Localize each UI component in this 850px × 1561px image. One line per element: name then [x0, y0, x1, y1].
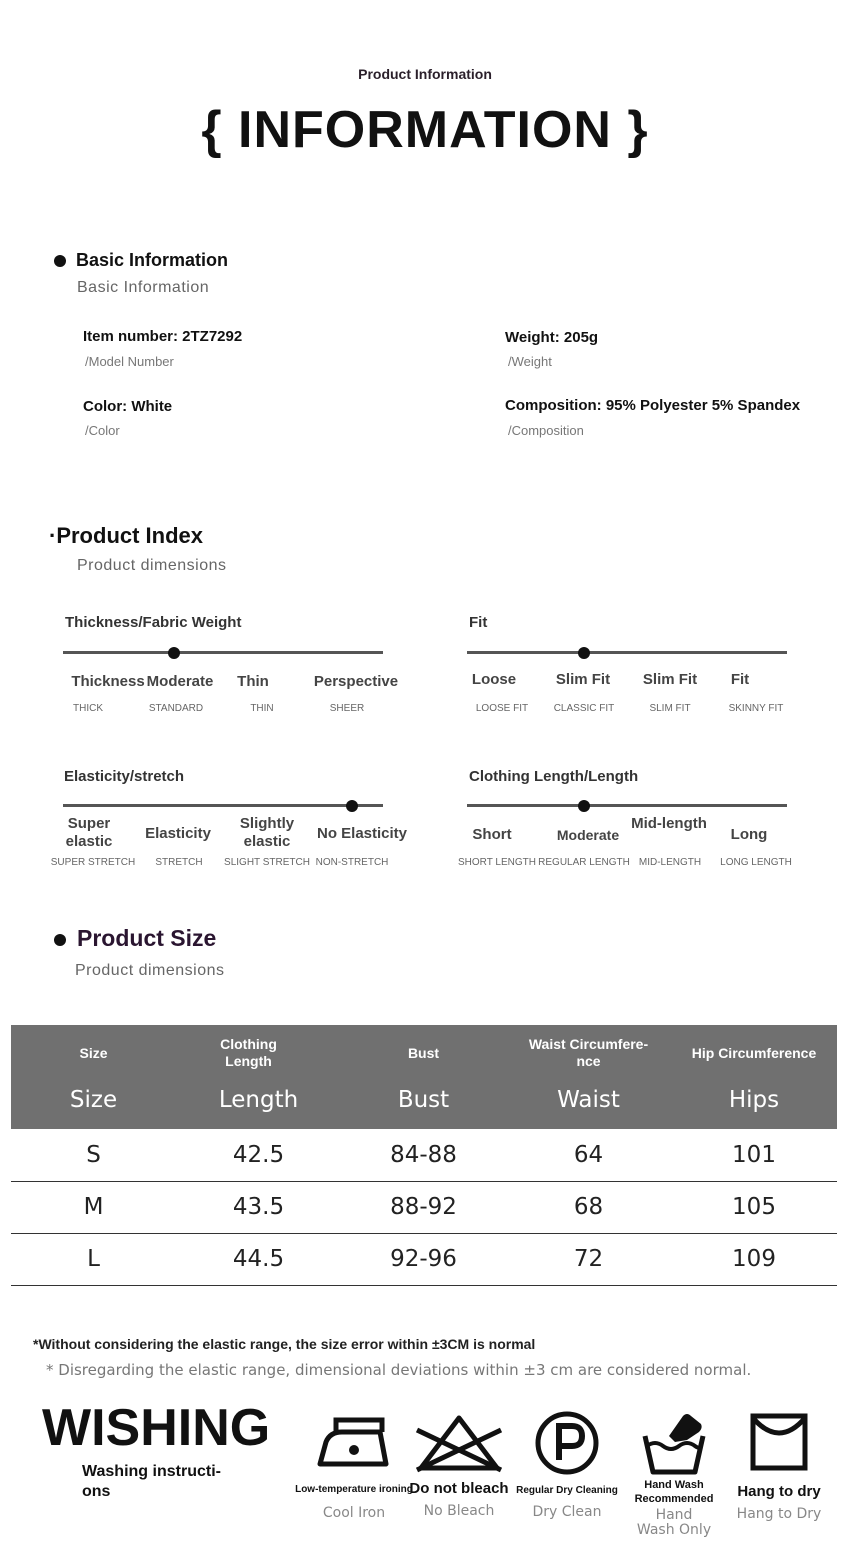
table-row	[11, 1233, 837, 1285]
table-header: Bust	[341, 1025, 506, 1075]
table-cell: M	[11, 1181, 176, 1233]
elasticity-option: Slightly elastic	[239, 815, 295, 850]
care-item-dry-clean	[514, 1410, 620, 1520]
table-header: Hips	[671, 1075, 837, 1129]
thickness-option: Perspective	[313, 673, 399, 690]
product-size-title: Product Size	[77, 925, 217, 951]
fit-title: Fit	[469, 614, 488, 631]
table-cell: 44.5	[176, 1233, 341, 1285]
fit-option: Loose	[471, 671, 517, 688]
size-note-secondary: * Disregarding the elastic range, dimensional deviations within ±3 cm are considered normal.	[46, 1361, 752, 1379]
iron-icon	[316, 1412, 392, 1470]
dry-clean-icon	[534, 1410, 600, 1476]
table-header: Size	[11, 1075, 176, 1129]
care-label: Regular Dry Cleaning	[516, 1485, 618, 1496]
table-cell: 64	[506, 1129, 671, 1181]
table-row	[11, 1129, 837, 1181]
table-header: Size	[11, 1025, 176, 1075]
length-option: Moderate	[556, 827, 620, 843]
table-header: Length	[176, 1075, 341, 1129]
care-label: Do not bleach	[409, 1480, 509, 1497]
care-label-en: Dry Clean	[532, 1504, 602, 1520]
elasticity-title: Elasticity/stretch	[64, 768, 185, 785]
thickness-scale-line	[63, 651, 383, 654]
product-index-subtitle: Product dimensions	[77, 557, 227, 574]
care-label-en: Cool Iron	[322, 1505, 386, 1521]
bullet-icon	[54, 255, 66, 267]
size-table-header-en	[11, 1025, 837, 1075]
fit-option: Slim Fit	[555, 671, 611, 688]
bullet-icon	[54, 934, 66, 946]
length-option-en: MID-LENGTH	[638, 857, 702, 868]
fit-option: Slim Fit	[642, 671, 698, 688]
table-cell: 92-96	[341, 1233, 506, 1285]
thickness-option: Moderate	[146, 673, 214, 690]
elasticity-option: Elasticity	[145, 825, 211, 842]
table-cell: 105	[671, 1181, 837, 1233]
table-cell: 42.5	[176, 1129, 341, 1181]
care-label-en: No Bleach	[423, 1503, 495, 1519]
length-option-en: REGULAR LENGTH	[538, 857, 630, 868]
fit-option-en: SKINNY FIT	[728, 703, 784, 714]
length-option: Long	[730, 826, 768, 843]
thickness-option-en: SHEER	[329, 703, 365, 714]
table-cell: 109	[671, 1233, 837, 1285]
color: Color: White	[83, 398, 173, 415]
elasticity-option: Super elastic	[65, 815, 113, 850]
weight: Weight: 205g	[505, 329, 599, 346]
basic-info-title: Basic Information	[76, 250, 229, 270]
thickness-title: Thickness/Fabric Weight	[65, 614, 242, 631]
fit-option-en: SLIM FIT	[649, 703, 691, 714]
fit-option-en: CLASSIC FIT	[553, 703, 615, 714]
no-bleach-icon	[413, 1412, 505, 1474]
care-label-en: Hand Wash Only	[636, 1507, 712, 1538]
composition-sub: /Composition	[508, 423, 584, 438]
length-option-en: LONG LENGTH	[720, 857, 792, 868]
color-sub: /Color	[85, 423, 120, 438]
washing-subtitle: Washing instructi-ons	[82, 1463, 221, 1500]
length-option: Mid-length	[631, 815, 707, 832]
care-label: Hang to dry	[737, 1483, 821, 1500]
table-cell: 101	[671, 1129, 837, 1181]
table-header: Clothing Length	[176, 1025, 341, 1075]
elasticity-option: No Elasticity	[316, 825, 408, 842]
elasticity-option-en: NON-STRETCH	[315, 857, 389, 868]
item-number: Item number: 2TZ7292	[83, 328, 243, 345]
fit-scale-line	[467, 651, 787, 654]
header-subtitle: Product Information	[358, 66, 492, 82]
basic-info-subtitle: Basic Information	[77, 279, 210, 296]
table-header: Waist	[506, 1075, 671, 1129]
product-index-title: ·Product Index	[49, 523, 204, 548]
elasticity-scale-line	[63, 804, 383, 807]
table-header: Waist Circumfere-nce	[506, 1025, 671, 1075]
hang-dry-icon	[749, 1412, 809, 1472]
page-title: { INFORMATION }	[201, 101, 649, 159]
table-cell: L	[11, 1233, 176, 1285]
composition: Composition: 95% Polyester 5% Spandex	[505, 397, 801, 414]
size-table-header-short	[11, 1075, 837, 1129]
care-item-hang-dry	[726, 1412, 832, 1522]
thickness-scale-marker	[168, 647, 180, 659]
thickness-option: Thickness	[71, 673, 145, 690]
length-option: Short	[472, 826, 512, 843]
item-number-sub: /Model Number	[85, 354, 174, 369]
thickness-option: Thin	[237, 673, 269, 690]
care-label-en: Hang to Dry	[736, 1506, 822, 1522]
table-row	[11, 1181, 837, 1233]
table-cell: 84-88	[341, 1129, 506, 1181]
washing-title: WISHING	[42, 1399, 271, 1457]
fit-scale-marker	[578, 647, 590, 659]
table-cell: 88-92	[341, 1181, 506, 1233]
thickness-option-en: THICK	[73, 703, 103, 714]
elasticity-option-en: SLIGHT STRETCH	[224, 857, 310, 868]
table-cell: S	[11, 1129, 176, 1181]
table-header: Bust	[341, 1075, 506, 1129]
thickness-option-en: THIN	[250, 703, 274, 714]
size-table	[11, 1025, 837, 1286]
length-scale-marker	[578, 800, 590, 812]
table-cell: 43.5	[176, 1181, 341, 1233]
care-item-no-bleach	[400, 1412, 518, 1519]
elasticity-scale-marker	[346, 800, 358, 812]
size-note: *Without considering the elastic range, the size error within ±3CM is normal	[33, 1336, 536, 1352]
table-header: Hip Circumference	[671, 1025, 837, 1075]
weight-sub: /Weight	[508, 354, 552, 369]
fit-option-en: LOOSE FIT	[475, 703, 529, 714]
care-label: Low-temperature ironing	[295, 1484, 413, 1495]
elasticity-option-en: STRETCH	[155, 857, 203, 868]
thickness-option-en: STANDARD	[148, 703, 204, 714]
fit-option: Fit	[730, 671, 750, 688]
care-item-hand-wash	[628, 1410, 720, 1538]
length-title: Clothing Length/Length	[469, 768, 639, 785]
elasticity-option-en: SUPER STRETCH	[50, 857, 136, 868]
length-option-en: SHORT LENGTH	[458, 857, 536, 868]
hand-wash-icon	[639, 1410, 709, 1476]
length-scale-line	[467, 804, 787, 807]
table-cell: 72	[506, 1233, 671, 1285]
care-label: Hand Wash Recommended	[634, 1479, 714, 1505]
table-cell: 68	[506, 1181, 671, 1233]
product-size-subtitle: Product dimensions	[75, 962, 225, 979]
